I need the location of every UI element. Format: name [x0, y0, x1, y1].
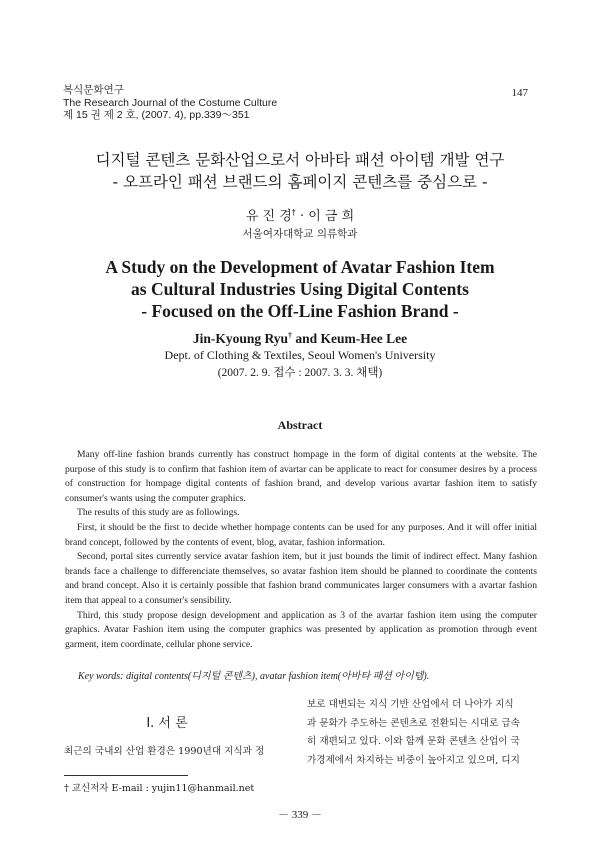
title-ko-line2: - 오프라인 패션 브랜드의 홈페이지 콘텐츠를 중심으로 - [112, 173, 488, 191]
intro-left-column: 최근의 국내외 산업 환경은 1990년대 지식과 정 [64, 746, 265, 757]
authors-en [0, 331, 600, 347]
title-en-line2: as Cultural Industries Using Digital Contents [131, 279, 469, 299]
journal-name-ko: 복식문화연구 [63, 84, 124, 96]
title-ko-line1: 디지털 콘텐츠 문화산업으로서 아바타 패션 아이템 개발 연구 [95, 151, 505, 169]
title-en-line1: A Study on the Development of Avatar Fashion Item [105, 257, 495, 277]
footnote-divider [64, 775, 188, 776]
page-number-top: 147 [511, 87, 528, 99]
keywords: Key words: digital contents(디지털 콘텐츠), avatar fashion item(아바타 패션 아이템). [78, 671, 430, 682]
author-ko-1: 유 진 경 [245, 209, 292, 224]
intro-line: 히 재편되고 있다. 이와 함께 문화 콘텐츠 산업이 국 [307, 736, 520, 748]
journal-header [63, 84, 277, 122]
abstract-paragraph: First, it should be the first to decide whether hompage contents can be used for any purposes. And it will offer initial brand concept, followed by the contents of event, blog, avatar, fashion information. [65, 521, 537, 548]
abstract-heading: Abstract [277, 418, 323, 432]
intro-right-column [307, 696, 539, 770]
affiliation-ko: 서울여자대학교 의류학과 [242, 228, 358, 240]
author-en-2: and Keum-Hee Lee [292, 331, 408, 346]
affiliation-en: Dept. of Clothing & Textiles, Seoul Women's University [164, 348, 436, 362]
intro-line: 가경제에서 차지하는 비중이 높아지고 있으며, 디지 [307, 754, 520, 766]
intro-line: 보로 대변되는 지식 기반 산업에서 더 나아가 지식 [307, 699, 514, 710]
author-ko-2: · 이 금 희 [299, 209, 355, 224]
corresponding-mark-ko: † [291, 208, 296, 217]
journal-name-en: The Research Journal of the Costume Culture [63, 96, 278, 109]
journal-volume: 제 15 권 제 2 호, (2007. 4), pp.339～351 [63, 109, 250, 121]
intro-line: 과 문화가 주도하는 콘텐츠로 전환되는 시대로 급속 [307, 717, 520, 729]
title-en-line3: - Focused on the Off-Line Fashion Brand - [141, 301, 459, 321]
authors-ko [0, 205, 600, 224]
page-number-bottom: － 339 － [278, 809, 322, 821]
abstract-body [65, 448, 537, 652]
abstract-paragraph: Third, this study propose design development and application as 3 of the avartar fashion item using the computer graphics. Avatar Fashion item using the computer graphics was presented by application as promotion through event garment, item coordinate, cellular phone service. [65, 609, 537, 650]
abstract-paragraph: Second, portal sites currently service avatar fashion item, but it just bounds the limit of indirect effect. Many fashion brands face a challenge to differenciate themselves, so avatar fashion item should be planned to coordinate the contents and brand concept. Also it is certainly possible that fashion brand communicates larger consumers with a avartar fashion item that appeal to a consumer's sensibility. [65, 551, 537, 606]
section-heading-intro: Ⅰ. 서 론 [146, 716, 188, 731]
abstract-paragraph: The results of this study are as followings. [77, 507, 240, 519]
abstract-paragraph: Many off-line fashion brands currently has construct hompage in the form of digital contents at the website. The purpose of this study is to confirm that fashion item of avartar can be applicate to react for consumer desires by a process of construction for hompage digital contents of fashion brand, and develop various avartar fashion item to satisfy consumer's wants using the computer graphics. [65, 449, 537, 504]
corresponding-mark-en: † [288, 331, 293, 340]
received-accepted-dates: (2007. 2. 9. 접수 : 2007. 3. 3. 채택) [217, 367, 383, 379]
footnote-email: † 교신저자 E-mail : yujin11@hanmail.net [64, 783, 255, 794]
author-en-1: Jin-Kyoung Ryu [192, 331, 289, 346]
